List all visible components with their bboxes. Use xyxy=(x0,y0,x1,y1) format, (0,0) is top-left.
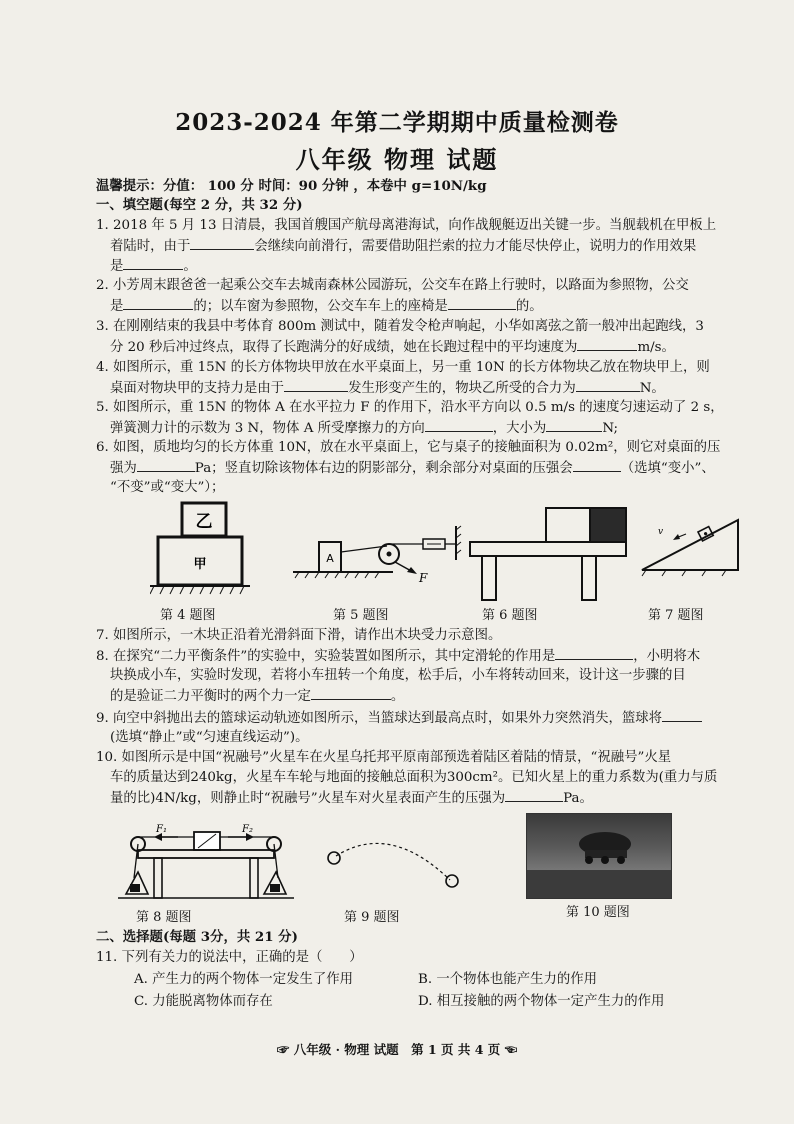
q2-line2: 是 的；以车窗为参照物，公交车车上的座椅是 的。 xyxy=(110,296,794,316)
label-f: F xyxy=(419,571,428,585)
answer-blank[interactable] xyxy=(662,708,702,722)
q11-stem: 11. 下列有关力的说法中，正确的是（ ） xyxy=(96,950,363,965)
caption-fig-8: 第 8 题图 xyxy=(136,910,192,925)
answer-blank[interactable] xyxy=(573,458,621,472)
answer-blank[interactable] xyxy=(123,296,193,310)
caption-fig-9: 第 9 题图 xyxy=(344,910,400,925)
q3-line1: 3. 在刚刚结束的我县中考体育 800m 测试中，随着发令枪声响起，小华如离弦之箭一般冲出起跑线，3 xyxy=(96,319,704,334)
q8-line2: 块换成小车，实验时发现，若将小车扭转一个角度，松手后，小车将转动回来，设计这一步骤的目 xyxy=(110,668,686,683)
figure-10-photo xyxy=(526,813,672,899)
q2-line1: 2. 小芳周末跟爸爸一起乘公交车去城南森林公园游玩，公交车在路上行驶时，以路面为参照物，公交 xyxy=(96,278,689,293)
answer-blank[interactable] xyxy=(425,418,493,432)
q6-line1: 6. 如图，质地均匀的长方体重 10N，放在水平桌面上，它与桌子的接触面积为 0.02m²，则它对桌面的压 xyxy=(96,440,721,455)
q8-line1: 8. 在探究“二力平衡条件”的实验中，实验装置如图所示，其中定滑轮的作用是 ，小明将木 xyxy=(96,646,786,666)
q5-line2: 弹簧测力计的示数为 3 N，物体 A 所受摩擦力的方向 ，大小为 N; xyxy=(110,418,794,438)
q10-line3: 量的比)4N/kg，则静止时“祝融号”火星车对火星表面产生的压强为 Pa。 xyxy=(110,788,794,808)
q5-line1: 5. 如图所示，重 15N 的物体 A 在水平拉力 F 的作用下，沿水平方向以 0.5 m/s 的速度匀速运动了 2 s， xyxy=(96,400,724,415)
q9-line2: (选填“静止”或“匀速直线运动”)。 xyxy=(110,730,309,745)
q1-line3: 是 。 xyxy=(110,256,794,276)
answer-blank[interactable] xyxy=(123,256,183,270)
q4-line2: 桌面对物块甲的支持力是由于 发生形变产生的，物块乙所受的合力为 N。 xyxy=(110,378,794,398)
figure-7 xyxy=(640,514,744,578)
answer-blank[interactable] xyxy=(555,646,633,660)
caption-fig-4: 第 4 题图 xyxy=(160,608,216,623)
caption-fig-10: 第 10 题图 xyxy=(566,905,630,920)
label-yi: 乙 xyxy=(195,512,213,532)
q10-line2: 车的质量达到240kg，火星车车轮与地面的接触总面积为300cm²。已知火星上的重力系数为(重力与质 xyxy=(110,770,718,785)
rover-silhouette xyxy=(527,814,671,898)
label-f2: F₂ xyxy=(242,824,253,835)
q7-text: 7. 如图所示，一木块正沿着光滑斜面下滑，请作出木块受力示意图。 xyxy=(96,628,502,643)
section-1-header: 一、填空题(每空 2 分，共 32 分) xyxy=(96,197,303,213)
q6-line2: 强为 Pa；竖直切除该物体右边的阴影部分，剩余部分对桌面的压强会 （选填“变小”、 xyxy=(110,458,794,478)
figure-8 xyxy=(118,820,294,904)
q11-option-a[interactable]: A. 产生力的两个物体一定发生了作用 xyxy=(134,972,354,987)
caption-fig-5: 第 5 题图 xyxy=(333,608,389,623)
q1-line2: 着陆时，由于 会继续向前滑行，需要借助阻拦索的拉力才能尽快停止，说明力的作用效果 xyxy=(110,236,794,256)
q10-line1: 10. 如图所示是中国“祝融号”火星车在火星乌托邦平原南部预选着陆区着陆的情景，“祝融号”火星 xyxy=(96,750,672,765)
q8-line3: 的是验证二力平衡时的两个力一定 。 xyxy=(110,686,794,706)
label-a: A xyxy=(326,552,334,565)
q11-option-b[interactable]: B. 一个物体也能产生力的作用 xyxy=(418,972,598,987)
answer-blank[interactable] xyxy=(576,378,640,392)
answer-blank[interactable] xyxy=(311,686,391,700)
answer-blank[interactable] xyxy=(137,458,195,472)
exam-subtitle: 八年级 物理 试题 xyxy=(295,145,499,174)
svg-text:v: v xyxy=(658,527,664,537)
answer-blank[interactable] xyxy=(577,337,637,351)
answer-blank[interactable] xyxy=(190,236,254,250)
answer-blank[interactable] xyxy=(546,418,602,432)
answer-blank[interactable] xyxy=(284,378,348,392)
q4-line1: 4. 如图所示，重 15N 的长方体物块甲放在水平桌面上，另一重 10N 的长方体物块乙放在物块甲上，则 xyxy=(96,360,710,375)
q9-line1: 9. 向空中斜抛出去的篮球运动轨迹如图所示，当篮球达到最高点时，如果外力突然消失，篮球将 xyxy=(96,708,786,728)
q1-line1: 1. 2018 年 5 月 13 日清晨，我国首艘国产航母离港海试，向作战舰艇迈出关键一步。当舰载机在甲板上 xyxy=(96,218,717,233)
caption-fig-7: 第 7 题图 xyxy=(648,608,704,623)
page-footer: ☞ 八年级 · 物理 试题 第 1 页 共 4 页 ☜ xyxy=(276,1042,518,1057)
figure-4 xyxy=(150,500,250,600)
tips: 温馨提示：分值： 100 分 时间：90 分钟 ，本卷中 g=10N/kg xyxy=(96,178,487,194)
figure-9 xyxy=(320,830,470,890)
answer-blank[interactable] xyxy=(505,788,563,802)
answer-blank[interactable] xyxy=(448,296,516,310)
caption-fig-6: 第 6 题图 xyxy=(482,608,538,623)
exam-title: 2023-2024 年第二学期期中质量检测卷 xyxy=(175,109,619,136)
q11-option-d[interactable]: D. 相互接触的两个物体一定产生力的作用 xyxy=(418,994,665,1009)
q6-line3: “不变”或“变大”）； xyxy=(110,480,225,495)
figure-6 xyxy=(468,506,628,604)
q11-option-c[interactable]: C. 力能脱离物体而存在 xyxy=(134,994,273,1009)
label-f1: F₁ xyxy=(156,824,167,835)
section-2-header: 二、选择题(每题 3分，共 21 分) xyxy=(96,929,298,945)
figure-5 xyxy=(293,512,463,592)
q3-line2: 分 20 秒后冲过终点，取得了长跑满分的好成绩，她在长跑过程中的平均速度为 m/s。 xyxy=(110,337,794,357)
label-jia: 甲 xyxy=(193,557,207,572)
